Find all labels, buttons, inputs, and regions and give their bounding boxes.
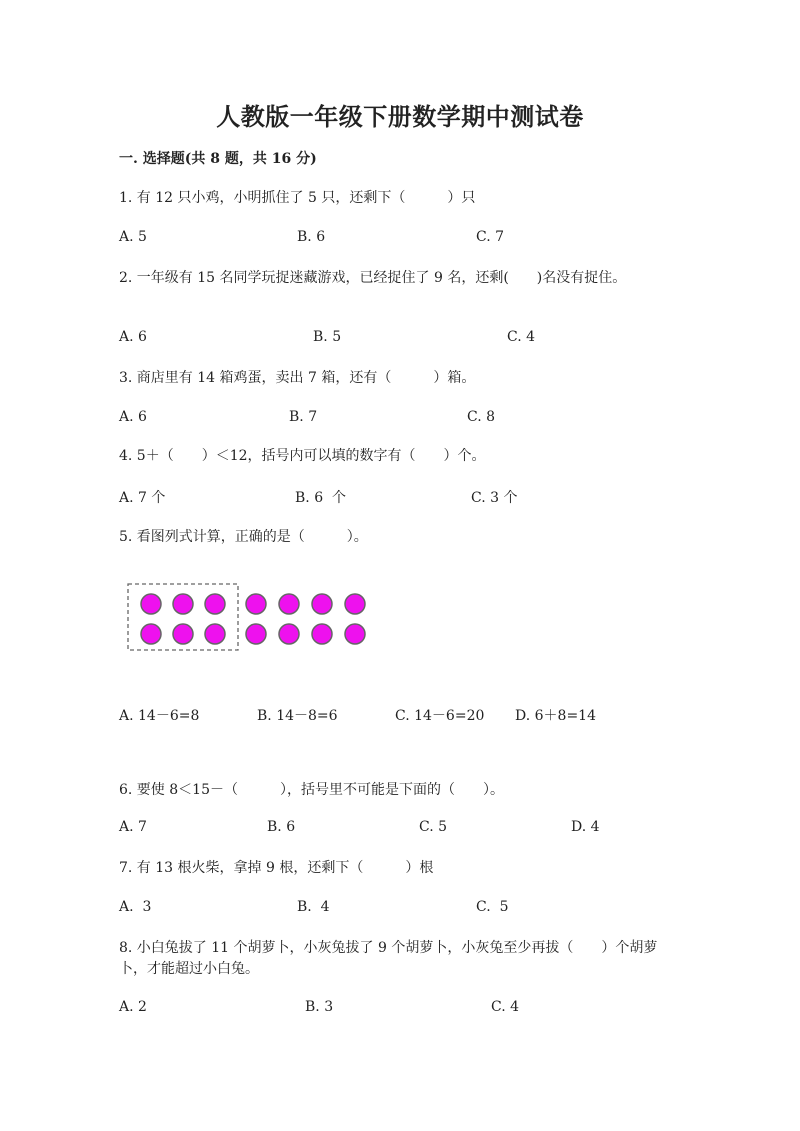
dot — [312, 624, 332, 644]
option-c: C. 4 — [507, 329, 536, 345]
dot — [246, 624, 266, 644]
question-6: 6. 要使 8＜15－（ ），括号里不可能是下面的（ ）。 — [119, 782, 504, 798]
option-a: A. 6 — [119, 329, 147, 345]
boxed-dot — [205, 624, 225, 644]
option-a: A. 14－6=8 — [119, 708, 200, 724]
page-title: 人教版一年级下册数学期中测试卷 — [216, 102, 584, 131]
options-2 — [119, 329, 679, 349]
boxed-dot — [173, 624, 193, 644]
boxed-dot — [205, 594, 225, 614]
option-a: A. 3 — [119, 899, 152, 915]
option-b: B. 5 — [313, 329, 342, 345]
option-b: B. 7 — [289, 409, 318, 425]
options-4 — [119, 487, 679, 507]
dot-figure — [119, 578, 379, 660]
option-c: C. 14－6=20 — [395, 708, 485, 724]
option-b: B. 3 — [305, 999, 334, 1015]
option-b: B. 6 个 — [295, 490, 346, 506]
boxed-dot — [141, 594, 161, 614]
option-a: A. 7 — [119, 819, 147, 835]
boxed-dot — [141, 624, 161, 644]
option-b: B. 14－8=6 — [257, 708, 338, 724]
options-3 — [119, 409, 679, 429]
option-c: C. 3 个 — [471, 490, 518, 506]
option-b: B. 6 — [297, 229, 326, 245]
dot — [345, 594, 365, 614]
dot — [246, 594, 266, 614]
question-7: 7. 有 13 根火柴，拿掉 9 根，还剩下（ ）根 — [119, 860, 434, 876]
option-c: C. 4 — [491, 999, 520, 1015]
option-d: D. 4 — [571, 819, 600, 835]
dot — [312, 594, 332, 614]
dots-group — [141, 594, 365, 644]
option-a: A. 5 — [119, 229, 147, 245]
dot — [279, 624, 299, 644]
options-1 — [119, 229, 679, 249]
question-1: 1. 有 12 只小鸡，小明抓住了 5 只，还剩下（ ）只 — [119, 190, 476, 206]
option-d: D. 6＋8=14 — [515, 708, 596, 724]
dot — [345, 624, 365, 644]
option-b: B. 4 — [297, 899, 330, 915]
question-4: 4. 5＋（ ）＜12，括号内可以填的数字有（ ）个。 — [119, 448, 486, 464]
option-b: B. 6 — [267, 819, 296, 835]
option-a: A. 2 — [119, 999, 147, 1015]
question-5: 5. 看图列式计算，正确的是（ ）。 — [119, 529, 368, 545]
boxed-dot — [173, 594, 193, 614]
option-c: C. 5 — [419, 819, 448, 835]
options-5 — [119, 705, 679, 725]
options-8 — [119, 999, 679, 1019]
question-3: 3. 商店里有 14 箱鸡蛋，卖出 7 箱，还有（ ）箱。 — [119, 370, 476, 386]
option-a: A. 6 — [119, 409, 147, 425]
question-8: 8. 小白兔拔了 11 个胡萝卜，小灰兔拔了 9 个胡萝卜，小灰兔至少再拔（ ）个胡萝卜，才能超过小白兔。 — [119, 940, 658, 977]
options-7 — [119, 899, 679, 919]
option-c: C. 7 — [476, 229, 505, 245]
option-c: C. 8 — [467, 409, 496, 425]
options-6 — [119, 819, 679, 839]
option-c: C. 5 — [476, 899, 509, 915]
option-a: A. 7 个 — [119, 490, 166, 506]
question-2: 2. 一年级有 15 名同学玩捉迷藏游戏，已经捉住了 9 名，还剩( )名没有捉住。 — [119, 270, 627, 286]
dot — [279, 594, 299, 614]
section-heading: 一. 选择题(共 8 题，共 16 分) — [119, 151, 317, 167]
